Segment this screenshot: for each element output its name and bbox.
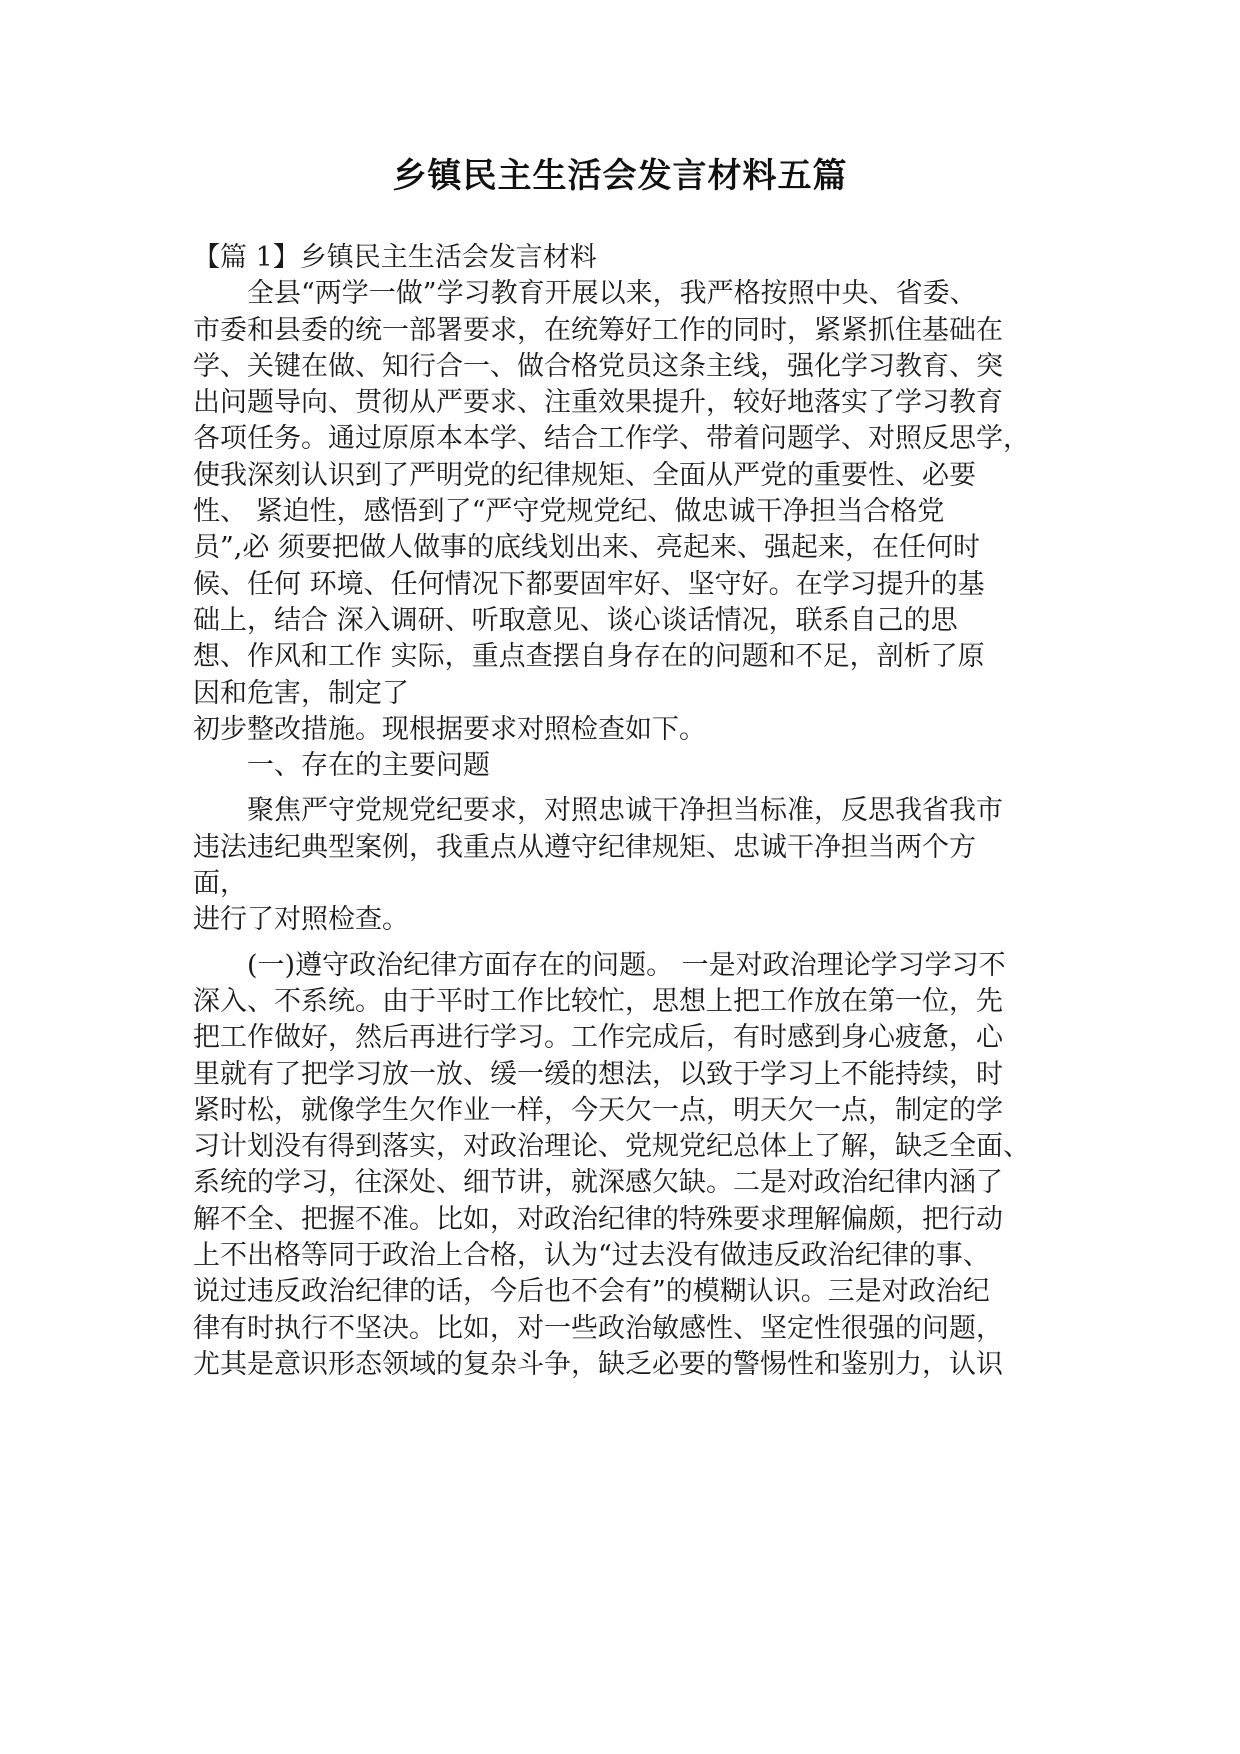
paragraph-line: 市委和县委的统一部署要求，在统筹好工作的同时，紧紧抓住基础在 (193, 314, 1003, 346)
paragraph-line: 候、任何 环境、任何情况下都要固牢好、坚守好。在学习提升的基 (193, 568, 985, 600)
paragraph-line: 把工作做好，然后再进行学习。工作完成后，有时感到身心疲惫，心 (193, 1022, 1003, 1054)
subsection-heading: 一、存在的主要问题 (247, 750, 490, 782)
paragraph-line: (一)遵守政治纪律方面存在的问题。 一是对政治理论学习学习不 (247, 949, 1006, 981)
paragraph-line: 聚焦严守党规党纪要求，对照忠诚干净担当标准，反思我省我市 (247, 795, 1003, 827)
paragraph-line: 学、关键在做、知行合一、做合格党员这条主线，强化学习教育、突 (193, 350, 1003, 382)
paragraph-line: 各项任务。通过原原本本学、结合工作学、带着问题学、对照反思学， (193, 423, 1030, 455)
paragraph-line: 员”,必 须要把做人做事的底线划出来、亮起来、强起来，在任何时 (193, 532, 980, 564)
paragraph-line: 出问题导向、贯彻从严要求、注重效果提升，较好地落实了学习教育 (193, 387, 1003, 419)
paragraph-line: 初步整改措施。现根据要求对照检查如下。 (193, 713, 706, 745)
paragraph-line: 性、 紧迫性，感悟到了“严守党规党纪、做忠诚干净担当合格党 (193, 496, 945, 528)
paragraph-line: 习计划没有得到落实，对政治理论、党规党纪总体上了解，缺乏全面、 (193, 1131, 1030, 1163)
paragraph-line: 紧时松，就像学生欠作业一样，今天欠一点，明天欠一点，制定的学 (193, 1094, 1003, 1126)
paragraph-line: 深入、不系统。由于平时工作比较忙，思想上把工作放在第一位，先 (193, 985, 1003, 1017)
paragraph-line: 因和危害，制定了 (193, 677, 409, 709)
paragraph-line: 尤其是意识形态领域的复杂斗争，缺乏必要的警惕性和鉴别力，认识 (193, 1348, 1003, 1380)
paragraph-line: 面， (193, 868, 247, 900)
paragraph-line: 解不全、把握不准。比如，对政治纪律的特殊要求理解偏颇，把行动 (193, 1203, 1003, 1235)
paragraph-line: 上不出格等同于政治上合格，认为“过去没有做违反政治纪律的事、 (193, 1240, 990, 1272)
paragraph-line: 使我深刻认识到了严明党的纪律规矩、全面从严党的重要性、必要 (193, 459, 976, 491)
paragraph-line: 想、作风和工作 实际，重点查摆自身存在的问题和不足，剖析了原 (193, 641, 985, 673)
paragraph-line: 系统的学习，往深处、细节讲，就深感欠缺。二是对政治纪律内涵了 (193, 1167, 1003, 1199)
section-heading: 【篇 1】乡镇民主生活会发言材料 (193, 242, 597, 273)
document-title: 乡镇民主生活会发言材料五篇 (392, 156, 848, 196)
paragraph-line: 违法违纪典型案例，我重点从遵守纪律规矩、忠诚干净担当两个方 (193, 831, 976, 863)
paragraph-line: 说过违反政治纪律的话，今后也不会有”的模糊认识。三是对政治纪 (193, 1276, 990, 1308)
paragraph-line: 全县“两学一做”学习教育开展以来，我严格按照中央、省委、 (247, 278, 977, 310)
paragraph-line: 础上，结合 深入调研、听取意见、谈心谈话情况，联系自己的思 (193, 604, 958, 636)
paragraph-line: 律有时执行不坚决。比如，对一些政治敏感性、坚定性很强的问题， (193, 1312, 1003, 1344)
paragraph-line: 进行了对照检查。 (193, 904, 409, 936)
paragraph-line: 里就有了把学习放一放、缓一缓的想法，以致于学习上不能持续，时 (193, 1058, 1003, 1090)
document-body (193, 240, 1073, 1383)
